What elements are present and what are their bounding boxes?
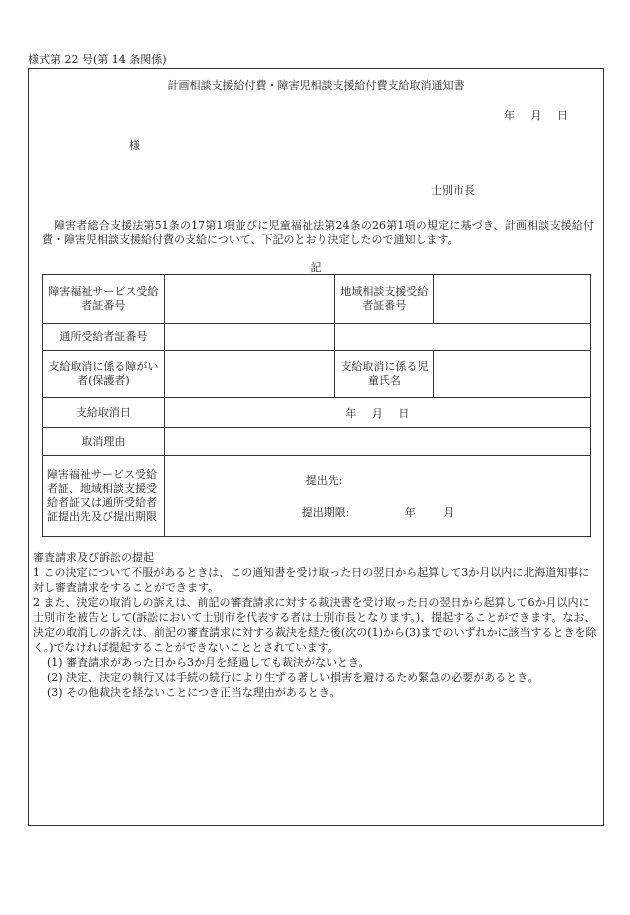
cancel-reason-field[interactable] [164, 428, 590, 456]
table-row [43, 324, 591, 351]
appeal-sub-1: (1) 審査請求があった日から3か月を経過しても裁決がないとき。 [47, 656, 370, 669]
disabled-person-field[interactable] [164, 351, 335, 398]
table-row [43, 351, 591, 398]
table-row [43, 456, 591, 537]
appeal-notes [33, 550, 599, 700]
child-name-field[interactable] [434, 351, 591, 398]
table-row [43, 428, 591, 456]
appeal-sub-3: (3) その他裁決を経ないことにつき正当な理由があるとき。 [47, 686, 341, 699]
table-row [43, 275, 591, 324]
submission-deadline-label: 提出期限: [301, 506, 350, 519]
appeal-heading: 審査請求及び訴訟の提起 [33, 551, 154, 564]
cancel-date-value[interactable]: 年 月 日 [164, 398, 590, 428]
community-cert-label: 地域相談支援受給者証番号 [335, 275, 434, 324]
appeal-sub-2: (2) 決定、決定の執行又は手続の続行により生ずる著しい損害を避けるため緊急の必要があるとき。 [47, 671, 539, 684]
submission-destination: 提出先: [305, 474, 343, 487]
lead-paragraph: 障害者総合支援法第51条の17第1項並びに児童福祉法第24条の26第1項の規定に基づき、計画相談支援給付費・障害児相談支援給付費の支給について、下記のとおり決定したので通知します。 [42, 219, 594, 246]
details-table [42, 274, 591, 537]
child-name-label: 支給取消に係る児童氏名 [335, 351, 434, 398]
submission-field[interactable] [164, 456, 590, 537]
cancel-reason-label: 取消理由 [43, 428, 165, 456]
appeal-item-1: 1 この決定について不服があるときは、この通知書を受け取った日の翌日から起算して3か月以内に北海道知事に対し審査請求をすることができます。 [33, 566, 590, 594]
disabled-person-label: 支給取消に係る障がい者(保護者) [43, 351, 165, 398]
day-service-cert-number-field[interactable] [164, 324, 335, 351]
day-service-cert-label: 通所受給者証番号 [43, 324, 165, 351]
form-number: 様式第 22 号(第 14 条関係) [28, 53, 167, 66]
blank-cell [335, 324, 591, 351]
appeal-item-2: 2 また、決定の取消しの訴えは、前記の審査請求に対する裁決書を受け取った日の翌日から起算して6か月以内に士別市を被告として(訴訟において士別市を代表する者は士別市長となります。)、提起することができます。なお、決定の取消しの訴えは、前記の審査請求に対する裁決を経た後(次の(1)から(3)までのいずれかに該当するときを除く。)でなければ提起することができないこととされています。 [33, 596, 597, 654]
document-title: 計画相談支援給付費・障害児相談支援給付費支給取消通知書 [167, 79, 465, 92]
service-cert-label: 障害福祉サービス受給者証番号 [43, 275, 165, 324]
issue-date: 年 月 日 [504, 109, 568, 122]
submission-deadline-value: 年 月 [404, 506, 455, 519]
table-row [43, 398, 591, 428]
service-cert-number-field[interactable] [164, 275, 335, 324]
issuer-name: 士別市長 [431, 184, 475, 197]
ki-heading: 記 [310, 261, 322, 274]
cancel-date-label: 支給取消日 [43, 398, 165, 428]
submission-label: 障害福祉サービス受給者証、地域相談支援受給者証又は通所受給者証提出先及び提出期限 [43, 456, 165, 537]
community-cert-number-field[interactable] [434, 275, 591, 324]
recipient-honorific: 様 [129, 139, 140, 152]
